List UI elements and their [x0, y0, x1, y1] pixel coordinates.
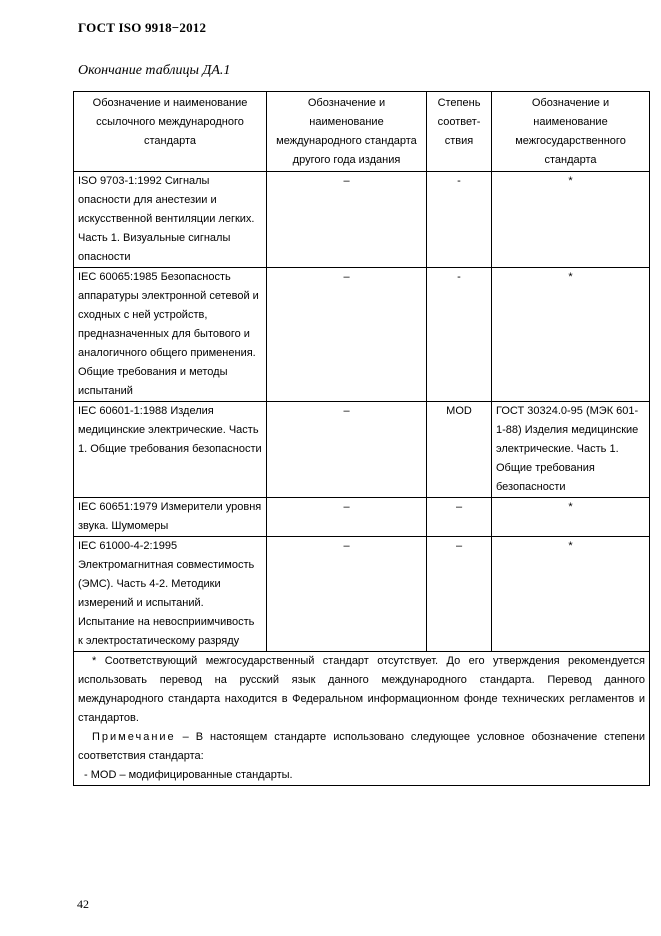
table-caption: Окончание таблицы ДА.1	[78, 63, 231, 78]
cell-reference-standard: IEC 60601-1:1988 Изделия медицинские электрические. Часть 1. Общие требования безопасности	[74, 402, 267, 498]
cell-interstate-standard: ГОСТ 30324.0-95 (МЭК 601-1-88) Изделия медицинские электрические. Часть 1. Общие требования безопасности	[492, 402, 650, 498]
cell-other-year-standard: –	[267, 172, 427, 268]
note-paragraph	[78, 728, 645, 766]
note-text: – В настоящем стандарте использовано следующее условное обозначение степени соответствия стандарта:	[78, 731, 646, 762]
document-header: ГОСТ ISO 9918−2012	[78, 20, 207, 35]
page-number: 42	[77, 897, 89, 911]
cell-reference-standard: IEC 60065:1985 Безопасность аппаратуры электронной сетевой и сходных с ней устройств, предназначенных для бытового и аналогичного общего применения. Общие требования и методы испытаний	[74, 268, 267, 402]
cell-interstate-standard: *	[492, 537, 650, 652]
note-item: - MOD – модифицированные стандарты.	[84, 769, 293, 781]
table-row	[74, 172, 650, 268]
cell-correspondence-degree: –	[427, 498, 492, 537]
cell-correspondence-degree: -	[427, 172, 492, 268]
table-row	[74, 498, 650, 537]
column-header-interstate-standard: Обозначение и наименование межгосударственного стандарта	[492, 92, 650, 172]
cell-correspondence-degree: MOD	[427, 402, 492, 498]
table-notes	[74, 652, 650, 786]
cell-reference-standard: IEC 60651:1979 Измерители уровня звука. Шумомеры	[74, 498, 267, 537]
cell-reference-standard: IEC 61000-4-2:1995 Электромагнитная совместимость (ЭМС). Часть 4-2. Методики измерений и испытаний. Испытание на невосприимчивость к электростатическому разряду	[74, 537, 267, 652]
table-header-row	[74, 92, 650, 172]
cell-reference-standard: ISO 9703-1:1992 Сигналы опасности для анестезии и искусственной вентиляции легких. Часть 1. Визуальные сигналы опасности	[74, 172, 267, 268]
cell-other-year-standard: –	[267, 498, 427, 537]
cell-interstate-standard: *	[492, 498, 650, 537]
table-row	[74, 537, 650, 652]
table-notes-row	[74, 652, 650, 786]
note-label: Примечание	[92, 731, 176, 743]
cell-interstate-standard: *	[492, 172, 650, 268]
footnote-text: * Соответствующий межгосударственный стандарт отсутствует. До его утверждения рекомендуется использовать перевод на русский язык данного международного стандарта. Перевод данного международного стандарта находится в Федеральном информационном фонде технических регламентов и стандартов.	[78, 655, 645, 724]
column-header-reference-standard: Обозначение и наименование ссылочного международного стандарта	[74, 92, 267, 172]
column-header-correspondence-degree: Степень соответ- ствия	[427, 92, 492, 172]
cell-correspondence-degree: –	[427, 537, 492, 652]
column-header-other-year-standard: Обозначение и наименование международного стандарта другого года издания	[267, 92, 427, 172]
cell-interstate-standard: *	[492, 268, 650, 402]
cell-other-year-standard: –	[267, 537, 427, 652]
correspondence-table	[73, 91, 650, 786]
cell-other-year-standard: –	[267, 268, 427, 402]
cell-correspondence-degree: -	[427, 268, 492, 402]
table-row	[74, 268, 650, 402]
table-row	[74, 402, 650, 498]
cell-other-year-standard: –	[267, 402, 427, 498]
